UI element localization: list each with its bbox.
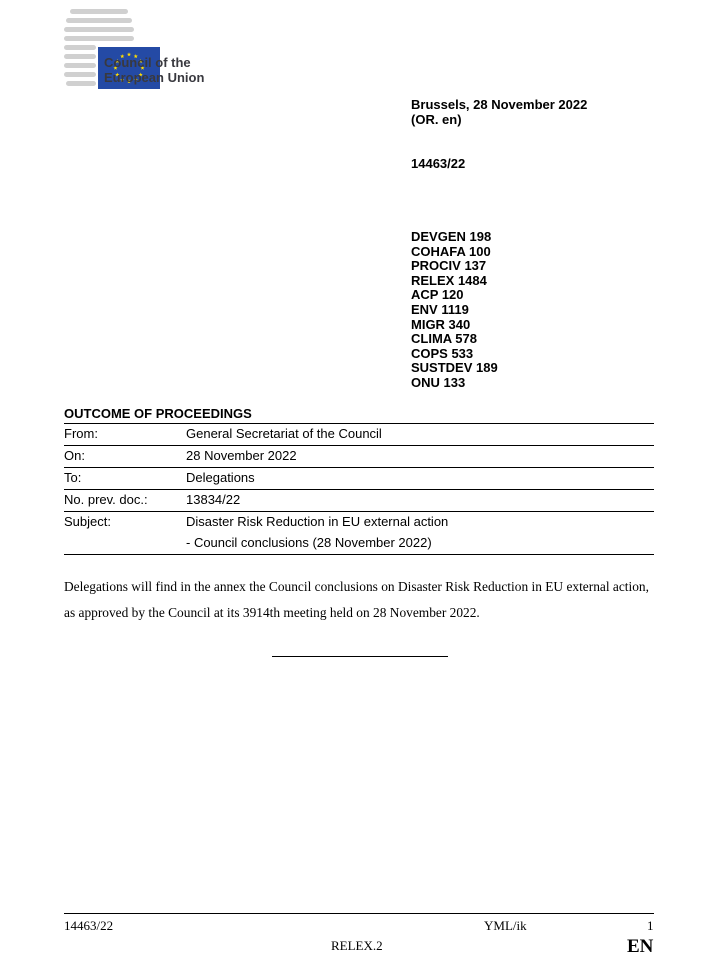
subject-line1: Disaster Risk Reduction in EU external action (186, 514, 449, 529)
row-label-on: On: (64, 448, 85, 463)
code-item: CLIMA 578 (411, 331, 477, 347)
code-item: ENV 1119 (411, 301, 469, 317)
row-label-from: From: (64, 426, 98, 441)
table-row (64, 446, 654, 468)
code-item: ACP 120 (411, 287, 464, 303)
table-row (64, 468, 654, 490)
footer-doc-number: 14463/22 (64, 918, 114, 933)
code-item: COPS 533 (411, 345, 474, 361)
table-row (64, 424, 654, 446)
row-value-to: Delegations (186, 470, 255, 485)
row-value-subject (186, 512, 654, 555)
classification-codes (411, 230, 498, 391)
code-item: RELEX 1484 (411, 272, 487, 288)
code-item: DEVGEN 198 (411, 229, 492, 244)
table-row (64, 512, 654, 555)
row-label-to: To: (64, 470, 82, 485)
code-item: ONU 133 (411, 374, 466, 390)
body-paragraph: Delegations will find in the annex the Council conclusions on Disaster Risk Reduction in EU external action, as approved by the Council at its 3914th meeting held on 28 November 2022. (64, 579, 649, 620)
proceedings-table (64, 423, 654, 555)
code-item: SUSTDEV 189 (411, 360, 498, 376)
code-item: MIGR 340 (411, 316, 471, 332)
row-value-on: 28 November 2022 (186, 448, 297, 463)
org-name-line1: Council of the (104, 55, 191, 70)
org-name (104, 55, 204, 85)
footer-reference: YML/ik (484, 918, 527, 933)
dateline: Brussels, 28 November 2022 (411, 97, 588, 112)
original-language: (OR. en) (411, 111, 462, 127)
row-value-from: General Secretariat of the Council (186, 426, 382, 441)
separator-line (272, 656, 448, 657)
code-item: PROCIV 137 (411, 258, 487, 274)
dateline-block (411, 98, 587, 127)
proceedings-title: OUTCOME OF PROCEEDINGS (64, 406, 252, 421)
document-number: 14463/22 (411, 156, 466, 171)
footer-page-number: 1 (647, 918, 654, 933)
subject-line2: - Council conclusions (28 November 2022) (186, 535, 432, 550)
row-label-subject: Subject: (64, 514, 111, 529)
code-item: COHAFA 100 (411, 243, 491, 259)
row-label-prev-doc: No. prev. doc.: (64, 492, 148, 507)
footer-language: EN (627, 936, 654, 957)
org-name-line2: European Union (104, 70, 205, 85)
table-row (64, 490, 654, 512)
footer-unit: RELEX.2 (331, 938, 383, 953)
footer-divider (64, 913, 654, 914)
row-value-prev-doc: 13834/22 (186, 492, 241, 507)
